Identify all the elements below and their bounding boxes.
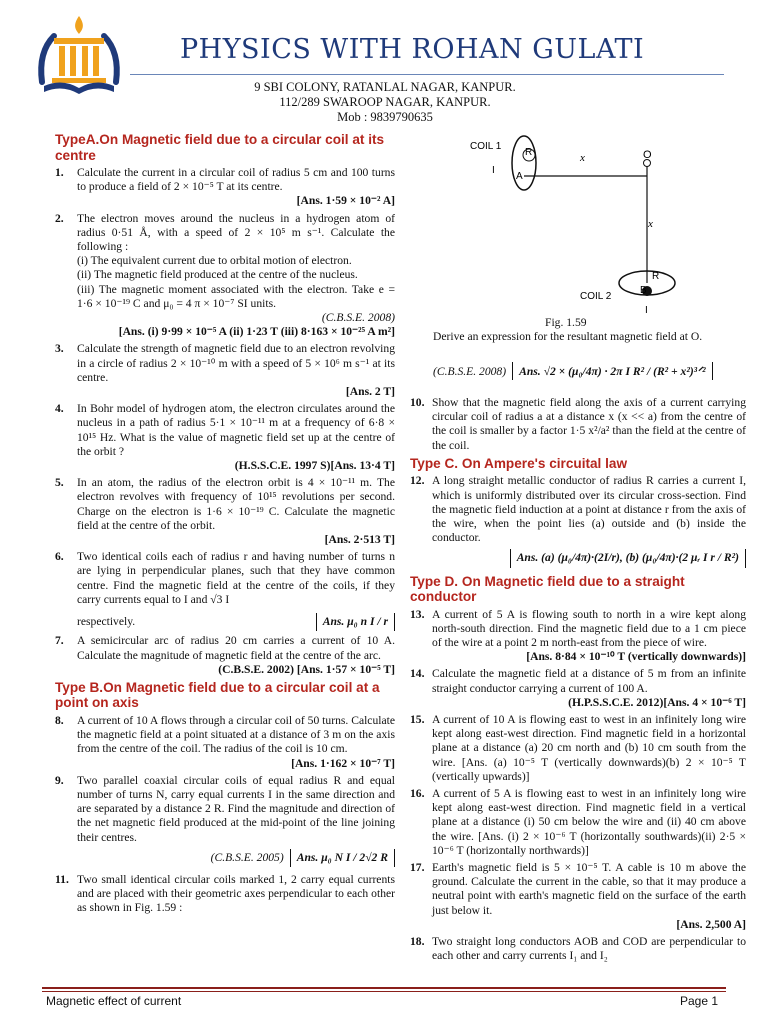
question-10: 10. Show that the magnetic field along the axis of a current carrying circular coil of radius a at a distance x (x << a) from the centre of the coil is smaller by a factor 1·5 x²/a² than the field at the centre of the coil.	[410, 396, 746, 452]
answer: (C.B.S.E. 2002) [Ans. 1·57 × 10⁻⁵ T]	[218, 662, 395, 676]
figure-label-i2: I	[645, 305, 648, 316]
figure-label-r2: R	[652, 271, 660, 282]
question-8: 8. A current of 10 A flows through a circular coil of 50 turns. Calculate the magnetic field at a point situated at a distance of 3 m on the axis from the centre of the coil. The radius of the coil is 10 cm. [Ans. 1·162 × 10⁻⁷ T]	[55, 713, 395, 770]
right-column	[410, 396, 746, 966]
figure-label-x2: x	[648, 218, 653, 230]
question-4: 4. In Bohr model of hydrogen atom, the electron circulates around the nucleus in a path of radius 5·1 × 10⁻¹¹ m at a frequency of 6·8 × 10¹⁵ Hz. What is the value of magnetic field set up at the centre of the orbit ? (H.S.S.C.E. 1997 S)[Ans. 13·4 T]	[55, 402, 395, 473]
figure-label-x1: x	[580, 152, 585, 164]
question-3: 3. Calculate the strength of magnetic field due to an electron revolving in a circle of radius 2 × 10⁻¹⁰ m with a speed of 5 × 10⁶ m s⁻¹ at its centre. [Ans. 2 T]	[55, 342, 395, 399]
figure-two-coils	[450, 133, 660, 318]
question-7: 7. A semicircular arc of radius 20 cm carries a current of 10 A. Calculate the magnitude of magnetic field at the centre of the arc. (C.B.S.E. 2002) [Ans. 1·57 × 10⁻⁵ T]	[55, 634, 395, 676]
address-line-1: 9 SBI COLONY, RATANLAL NAGAR, KANPUR.	[254, 80, 516, 94]
answer-formula: Ans. (a) (μ₀/4π)·(2I/r), (b) (μ₀/4π)·(2 μᵣ I r / R²)	[510, 549, 746, 567]
question-2: 2. The electron moves around the nucleus in a hydrogen atom of radius 0·51 Å, with a speed of 2 × 10⁵ m s⁻¹. Calculate the following : (i) The equivalent current due to orbital motion of electron. (ii) The magnetic field produced at the centre of the nucleus. (iii) The magnetic moment associated with the electron. Take e = 1·6 × 10⁻¹⁹ C and μ₀ = 4 π × 10⁻⁷ SI units. (C.B.S.E. 2008) [Ans. (i) 9·99 × 10⁻⁵ A (ii) 1·23 T (iii) 8·163 × 10⁻²⁵ A m²]	[55, 211, 395, 339]
section-heading-b: Type B.On Magnetic field due to a circular coil at a point on axis	[55, 679, 380, 711]
answer: (H.S.S.C.E. 1997 S)[Ans. 13·4 T]	[234, 459, 395, 473]
question-11: 11. Two small identical circular coils marked 1, 2 carry equal currents and are placed with their geometric axes perpendicular to each other as shown in Fig. 1.59 :	[55, 872, 395, 915]
mobile-number: Mob : 9839790635	[337, 110, 433, 124]
answer: [Ans. 2,500 A]	[676, 917, 746, 931]
answer-formula: Ans. √2 × (μ₀/4π) · 2π I R² / (R² + x²)³ᐟ²	[512, 362, 712, 380]
answer: (H.P.S.S.C.E. 2012)[Ans. 4 × 10⁻⁶ T]	[568, 695, 746, 709]
title-divider	[130, 74, 724, 75]
page-title: PHYSICS WITH ROHAN GULATI	[180, 34, 645, 65]
answer: [Ans. 8·84 × 10⁻¹⁰ T (vertically downwards)]	[526, 650, 746, 664]
question-12: 12. A long straight metallic conductor of radius R carries a current I, which is uniformly distributed over its circular cross-section. Find the magnetic field induction at a point at distance r from the axis of the wire, when the point lies (a) outside and (b) inside the conductor. Ans. (a) (μ₀/4π)·(2I/r), (b) (μ₀/4π)·(2 μᵣ I r / R²)	[410, 474, 746, 567]
question-13: 13. A current of 5 A is flowing south to north in a wire kept along north-south direction. Find the magnetic field due to a 1 cm piece of the wire at a point 2 m north-east from the piece of wire. [Ans. 8·84 × 10⁻¹⁰ T (vertically downwards)]	[410, 607, 746, 664]
answer-formula: Ans. μ₀ N I / 2√2 R	[290, 849, 395, 867]
figure-label-coil1: COIL 1	[470, 141, 502, 152]
figure-label-i1: I	[492, 165, 495, 176]
left-column	[55, 130, 395, 919]
question-14: 14. Calculate the magnetic field at a distance of 5 m from an infinite straight conductor carrying a current of 100 A. (H.P.S.S.C.E. 2012)[Ans. 4 × 10⁻⁶ T]	[410, 667, 746, 709]
question-6: 6. Two identical coils each of radius r and having number of turns n are lying in perpendicular planes, such that they have common centre. Find the magnetic field at the centre of the coils, if they carry currents equal to I and √3 I respectively. Ans. μ₀ n I / r	[55, 550, 395, 631]
logo-icon	[32, 12, 126, 108]
answer-formula: Ans. μ₀ n I / r	[316, 613, 395, 631]
figure-label-a: A	[516, 171, 523, 182]
figure-label-o: O	[643, 149, 652, 161]
question-17: 17. Earth's magnetic field is 5 × 10⁻⁵ T. A cable is 10 m above the ground. Calculate the current in the cable, so that it may produce a neutral point with earth's magnetic field on the surface of the earth just below it. [Ans. 2,500 A]	[410, 860, 746, 931]
answer: [Ans. 2 T]	[345, 385, 395, 399]
question-15: 15. A current of 10 A is flowing east to west in an infinitely long wire kept along east-west direction. Find magnetic field in a horizontal plane at a distance (a) 20 cm north and (b) 10 cm south from the wire. [Ans. (a) 10⁻⁵ T (vertically downwards)(b) 2 × 10⁻⁵ T (vertically upwards)]	[410, 712, 746, 783]
figure-label-r1: R	[525, 147, 533, 158]
question-5: 5. In an atom, the radius of the electron orbit is 4 × 10⁻¹¹ m. The electron revolves with frequency of 10¹⁵ revolutions per second. Charge on the electron is 1·6 × 10⁻¹⁹ C. Calculate the magnetic field at the centre of the orbit. [Ans. 2·513 T]	[55, 476, 395, 547]
derive-instruction: Derive an expression for the resultant magnetic field at O.	[433, 330, 703, 343]
question-1: 1. Calculate the current in a circular coil of radius 5 cm and 100 turns to produce a field of 2 × 10⁻⁵ T at its centre. [Ans. 1·59 × 10⁻² A]	[55, 166, 395, 208]
answer: [Ans. (i) 9·99 × 10⁻⁵ A (ii) 1·23 T (iii) 8·163 × 10⁻²⁵ A m²]	[118, 325, 395, 339]
figure-label-coil2: COIL 2	[580, 291, 612, 302]
answer: [Ans. 2·513 T]	[324, 533, 395, 547]
address-line-2: 112/289 SWAROOP NAGAR, KANPUR.	[279, 95, 491, 109]
footer-divider	[42, 987, 726, 989]
question-9: 9. Two parallel coaxial circular coils of equal radius R and equal number of turns N, carry equal currents I in the same direction and are separated by a distance 2 R. Find the magnitude and direction of the net magnetic field produced at the mid-point of the line joining their centres. (C.B.S.E. 2005) Ans. μ₀ N I / 2√2 R	[55, 774, 395, 867]
section-heading-c: Type C. On Ampere's circuital law	[410, 455, 628, 471]
figure-label-b: B	[640, 285, 647, 296]
answer: [Ans. 1·59 × 10⁻² A]	[296, 194, 395, 208]
question-16: 16. A current of 5 A is flowing east to west in an infinitely long wire kept along east-west direction. Find magnetic field in a vertical plane at a distance (i) 50 cm below the wire and (ii) 40 cm above the wire. [Ans. (i) 2 × 10⁻⁶ T (horizontally southwards)(ii) 2·5 × 10⁻⁶ T (horizontally northwards)]	[410, 786, 746, 857]
section-heading-a: TypeA.On Magnetic field due to a circular coil at its centre	[55, 132, 385, 163]
footer-divider-thin	[42, 991, 726, 992]
footer-chapter-title: Magnetic effect of current	[46, 994, 182, 1008]
figure-caption: Fig. 1.59	[545, 316, 587, 329]
answer: [Ans. 1·162 × 10⁻⁷ T]	[291, 756, 395, 770]
page-number: Page 1	[680, 994, 719, 1008]
section-heading-d: Type D. On Magnetic field due to a straight conductor	[410, 573, 685, 605]
derive-answer: (C.B.S.E. 2008) Ans. √2 × (μ₀/4π) · 2π I R² / (R² + x²)³ᐟ²	[433, 362, 745, 380]
question-18: 18. Two straight long conductors AOB and COD are perpendicular to each other and carry currents I₁ and I₂	[410, 935, 746, 963]
